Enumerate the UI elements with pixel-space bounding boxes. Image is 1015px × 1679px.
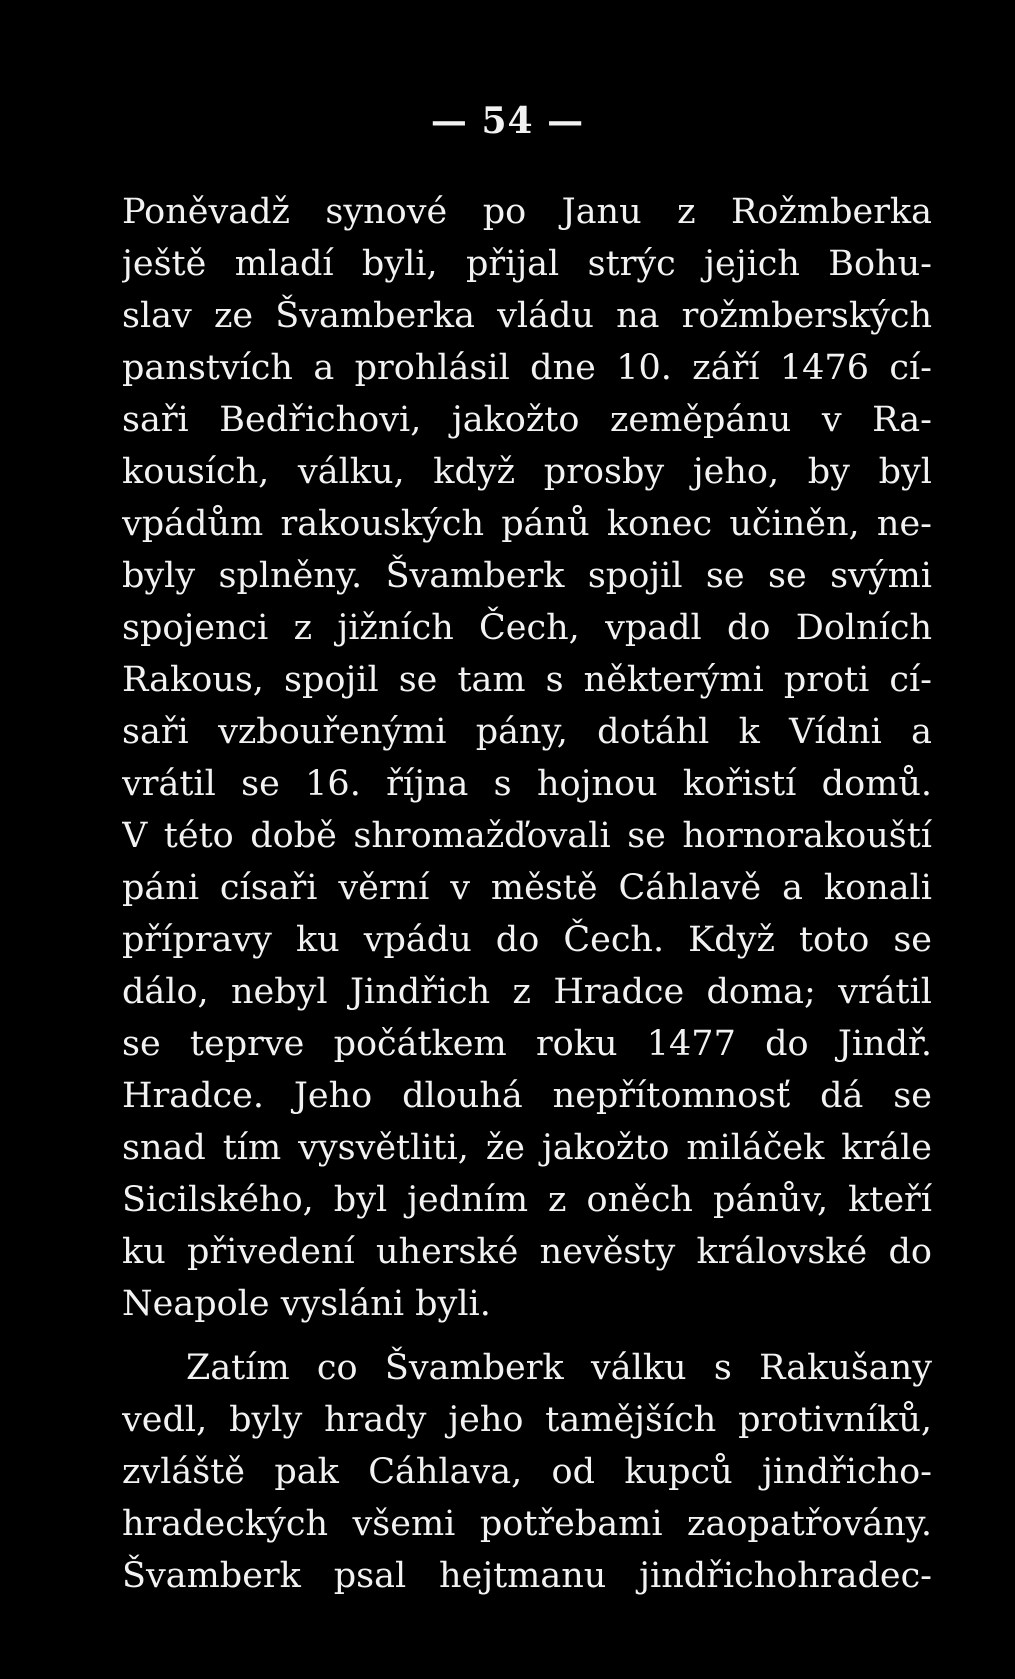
text-line-11: saři vzbouřenými pány, dotáhl k Vídni a (122, 712, 932, 752)
text-line-24: vedl, byly hrady jeho tamějších protivníků, (122, 1400, 932, 1440)
text-line-22: Neapole vysláni byli. (122, 1284, 491, 1324)
text-line-3: slav ze Švamberka vládu na rožmberských (122, 296, 932, 336)
text-line-6: kousích, válku, když prosby jeho, by byl (122, 452, 932, 492)
text-line-12: vrátil se 16. října s hojnou kořistí domů. (122, 764, 932, 804)
text-line-20: Sicilského, byl jedním z oněch pánův, kteří (122, 1180, 932, 1220)
page-number: — 54 — (430, 100, 585, 142)
text-line-21: ku přivedení uherské nevěsty královské do (122, 1232, 932, 1272)
text-line-1: Poněvadž synové po Janu z Rožmberka (122, 192, 932, 232)
text-line-10: Rakous, spojil se tam s některými proti cí- (122, 660, 932, 700)
text-line-15: přípravy ku vpádu do Čech. Když toto se (122, 920, 932, 960)
text-line-14: páni císaři věrní v městě Cáhlavě a konali (122, 868, 932, 908)
text-line-17: se teprve počátkem roku 1477 do Jindř. (122, 1024, 932, 1064)
text-line-9: spojenci z jižních Čech, vpadl do Dolních (122, 608, 932, 648)
text-line-7: vpádům rakouských pánů konec učiněn, ne- (122, 504, 932, 544)
text-line-26: hradeckých všemi potřebami zaopatřovány. (122, 1504, 932, 1544)
text-line-2: ještě mladí byli, přijal strýc jejich Bohu- (122, 244, 932, 284)
text-line-8: byly splněny. Švamberk spojil se se svými (122, 556, 932, 596)
text-line-16: dálo, nebyl Jindřich z Hradce doma; vrátil (122, 972, 932, 1012)
text-line-23: Zatím co Švamberk válku s Rakušany (186, 1348, 932, 1388)
text-line-25: zvláště pak Cáhlava, od kupců jindřicho- (122, 1452, 932, 1492)
text-line-13: V této době shromažďovali se hornorakouští (122, 816, 932, 856)
text-line-4: panstvích a prohlásil dne 10. září 1476 cí- (122, 348, 932, 388)
text-line-5: saři Bedřichovi, jakožto zeměpánu v Ra- (122, 400, 932, 440)
text-line-19: snad tím vysvětliti, že jakožto miláček krále (122, 1128, 932, 1168)
text-line-27: Švamberk psal hejtmanu jindřichohradec- (122, 1556, 932, 1596)
text-line-18: Hradce. Jeho dlouhá nepřítomnosť dá se (122, 1076, 932, 1116)
